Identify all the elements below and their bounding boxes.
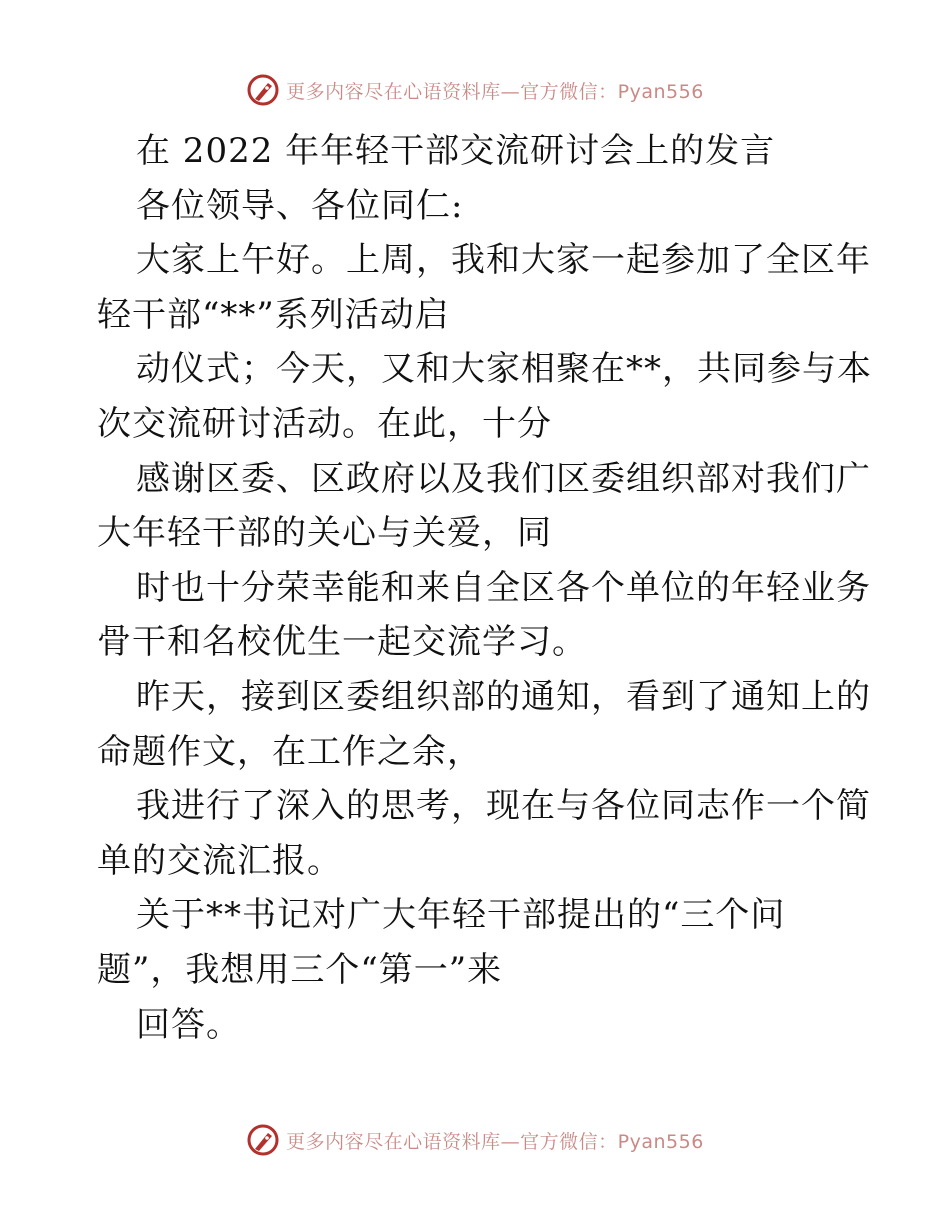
- watermark-text: 更多内容尽在心语资料库—官方微信：Pyan556: [286, 1130, 704, 1153]
- text-line: 轻干部“**”系列活动启: [97, 294, 450, 335]
- text-line: 关于**书记对广大年轻干部提出的“三个问: [136, 895, 786, 936]
- pen-nib-logo-icon: [246, 73, 280, 107]
- text-line: 感谢区委、区政府以及我们区委组织部对我们广: [136, 458, 871, 499]
- text-line: 昨天，接到区委组织部的通知，看到了通知上的: [136, 676, 871, 717]
- text-line: 回答。: [136, 1004, 241, 1045]
- text-line: 大年轻干部的关心与关爱，同: [97, 513, 552, 554]
- document-body: [97, 124, 872, 1052]
- text-line: 骨干和名校优生一起交流学习。: [97, 622, 587, 663]
- text-line: 各位领导、各位同仁:: [136, 185, 464, 226]
- watermark-footer: [0, 1120, 950, 1160]
- text-line: 动仪式；今天，又和大家相聚在**，共同参与本: [136, 349, 872, 390]
- text-line: 单的交流汇报。: [97, 840, 342, 881]
- text-line: 命题作文，在工作之余，: [97, 731, 482, 772]
- text-line: 在 2022 年年轻干部交流研讨会上的发言: [136, 131, 776, 171]
- text-line: 题”，我想用三个“第一”来: [97, 949, 503, 990]
- text-line: 我进行了深入的思考，现在与各位同志作一个简: [136, 786, 871, 827]
- text-line: 大家上午好。上周，我和大家一起参加了全区年: [136, 240, 871, 281]
- text-line: 次交流研讨活动。在此，十分: [97, 403, 552, 444]
- pen-nib-logo-icon: [246, 1123, 280, 1157]
- watermark-header: [0, 70, 950, 110]
- watermark-text: 更多内容尽在心语资料库—官方微信：Pyan556: [286, 80, 704, 103]
- text-line: 时也十分荣幸能和来自全区各个单位的年轻业务: [136, 567, 871, 608]
